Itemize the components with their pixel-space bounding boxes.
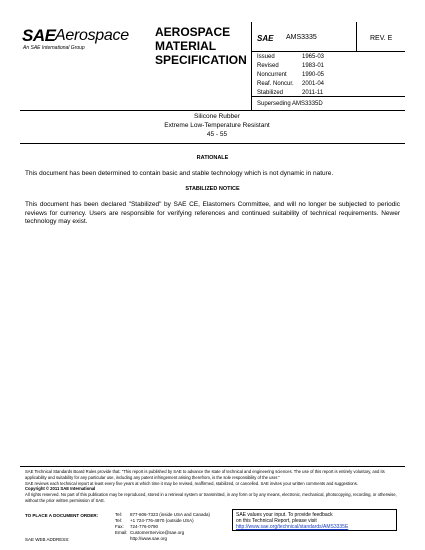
contact-website[interactable]: http://www.sae.org: [130, 536, 168, 541]
document-title: [155, 25, 255, 67]
date-row-noncurrent: Noncurrent 1990-05: [257, 72, 325, 78]
title-line-1: AEROSPACE: [155, 25, 231, 39]
rationale-text: This document has been determined to contain basic and stable technology which is not dynamic in nature.: [25, 170, 334, 177]
title-line-2: MATERIAL: [155, 39, 217, 53]
date-row-reaffirmed: Reaf. Noncur. 2001-04: [257, 81, 325, 87]
material-title-line-1: Silicone Rubber: [194, 113, 240, 120]
material-title-line-3: 45 - 55: [206, 131, 228, 138]
feedback-line-1: SAE values your input. To provide feedback: [236, 512, 333, 518]
feedback-link[interactable]: http://www.sae.org/technical/standards/AMS3335E: [236, 524, 349, 530]
feedback-line-2: on this Technical Report, please visit: [236, 518, 317, 524]
stabilized-text: This document has been declared "Stabilized" by SAE CE, Elastomers Committee, and will no longer be subjected to periodic reviews for currency. Users are responsible for verifying references and continued suitability of technical requirements. Newer technology may exist.: [25, 201, 400, 225]
sae-logo-wordmark: Aerospace: [55, 27, 129, 44]
rights-statement: All rights reserved. No part of this publication may be reproduced, stored in a retrieval system or transmitted, in any form or by any means, electronic, mechanical, photocopying, recording, or otherwise, without the prior written permission of SAE.: [25, 492, 397, 503]
footer-rule: [20, 466, 405, 467]
policy-statement: SAE Technical Standards Board Rules provide that: "This report is published by SAE to advance the state of technical and engineering sciences. The use of this report is entirely voluntary, and its applicability and suitability for any particular use, including any patent infringement arising therefrom, is the sole responsibility of the user.": [25, 469, 385, 480]
sae-logo-mark: SAE: [22, 26, 56, 45]
contact-value-2: +1 724-776-4970 (outside USA): [130, 518, 194, 523]
contact-key-1: Tel:: [115, 512, 123, 517]
contact-key-3: Fax:: [115, 524, 124, 529]
feedback-box: [232, 509, 397, 531]
title-line-3: SPECIFICATION: [155, 53, 247, 67]
date-table: [257, 53, 324, 98]
date-row-stabilized: Stabilized 2011-11: [257, 90, 324, 96]
contact-email[interactable]: CustomerService@sae.org: [130, 530, 185, 535]
header-sae-mark: SAE: [257, 34, 274, 43]
footer-policy: [25, 469, 400, 504]
superseding-note: Superseding AMS3335D: [257, 101, 323, 107]
material-title: [152, 112, 282, 139]
copyright: Copyright © 2011 SAE International: [25, 486, 96, 492]
contact-key-2: Tel:: [115, 518, 123, 523]
rationale-heading: RATIONALE: [196, 155, 229, 161]
contact-key-4: Email:: [115, 530, 128, 535]
date-row-revised: Revised 1983-01: [257, 63, 325, 69]
revision-label: REV. E: [370, 35, 393, 42]
contact-value-1: 877-606-7323 (inside USA and Canada): [130, 512, 211, 517]
material-title-line-2: Extreme Low-Temperature Resistant: [164, 122, 270, 129]
header-divider-rev: [356, 22, 357, 51]
header-rule-top: [251, 51, 405, 52]
contact-value-3: 724-776-0790: [130, 524, 159, 529]
document-number: AMS3335: [286, 34, 317, 41]
order-label: TO PLACE A DOCUMENT ORDER:: [25, 513, 99, 518]
web-address-label: SAE WEB ADDRESS:: [25, 537, 70, 542]
header-rule-bottom: [20, 110, 405, 111]
review-statement: SAE reviews each technical report at least every five years at which time it may be revised, reaffirmed, stabilized, or cancelled. SAE invites your written comments and suggestions.: [25, 480, 358, 486]
title-rule: [20, 143, 405, 144]
stabilized-heading: STABILIZED NOTICE: [185, 186, 240, 192]
sae-logo-tagline: An SAE International Group: [23, 45, 85, 51]
date-row-issued: Issued 1965-03: [257, 54, 325, 60]
